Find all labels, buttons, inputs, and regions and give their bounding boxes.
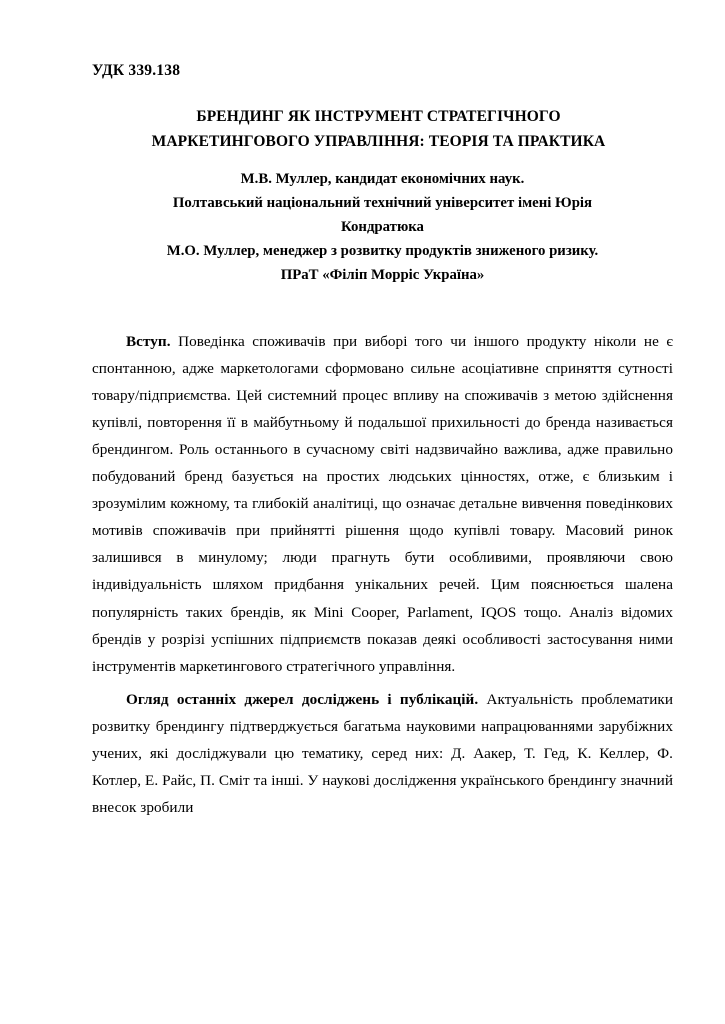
affiliation-line-1: Полтавський національний технічний університет імені Юрія [172, 195, 593, 212]
title-line-2: МАРКЕТИНГОВОГО УПРАВЛІННЯ: ТЕОРІЯ ТА ПРАКТИКА [151, 133, 606, 151]
affiliation-line-2: Кондратюка [341, 219, 424, 236]
paragraph-intro-lead: Вступ. [126, 333, 171, 351]
author-line-1: М.В. Муллер, кандидат економічних наук. [240, 171, 525, 188]
title-line-1: БРЕНДИНГ ЯК ІНСТРУМЕНТ СТРАТЕГІЧНОГО [196, 108, 561, 125]
paragraph-intro-text: Поведінка споживачів при виборі того чи іншого продукту ніколи не є спонтанною, адже маркетологами сформовано сильне асоціативне сприняття сутності товару/підприємства. Цей системний процес впливу на споживачів з метою здійснення купівлі, повторення її в майбутньому й подальшої прихильності до бренда називається брендингом. Роль останнього в сучасному світі надзвичайно важлива, адже правильно побудований бренд базується на простих людських цінностях, отже, є близьким і зрозумілим кожному, та глибокій аналітиці, що означає детальне вивчення поведінкових мотивів споживачів при прийнятті рішення щодо купівлі товару. Масовий ринок залишився в минулому; люди прагнуть бути особливими, проявляючи свою індивідуальність шляхом придбання унікальних речей. Цим пояснюється шалена популярність таких брендів, як Mini Cooper, Parlament, IQOS тощо. Аналіз відомих брендів у розрізі успішних підприємств показав деякі особливості застосування ними інструментів маркетингового стратегічного управління. [92, 333, 673, 675]
paragraph-intro [92, 328, 673, 680]
page-title [106, 104, 651, 154]
affiliation-line-3: ПРаТ «Філіп Морріс Україна» [280, 267, 485, 284]
author-line-2: М.О. Муллер, менеджер з розвитку продуктів зниженого ризику. [166, 243, 599, 260]
paragraph-review-lead: Огляд останніх джерел досліджень і публікацій. [126, 690, 479, 708]
paragraph-review-text: Актуальність проблематики розвитку брендингу підтверджується багатьма науковими напрацюваннями зарубіжних учених, які досліджували цю тематику, серед них: Д. Аакер, Т. Гед, К. Келлер, Ф. Котлер, Е. Райс, П. Сміт та інші. У наукові дослідження українського брендингу значний внесок зробили [92, 690, 674, 816]
body-text [92, 328, 673, 821]
paragraph-review [92, 686, 673, 821]
udc-code: УДК 339.138 [92, 62, 181, 79]
author-block [98, 168, 667, 288]
